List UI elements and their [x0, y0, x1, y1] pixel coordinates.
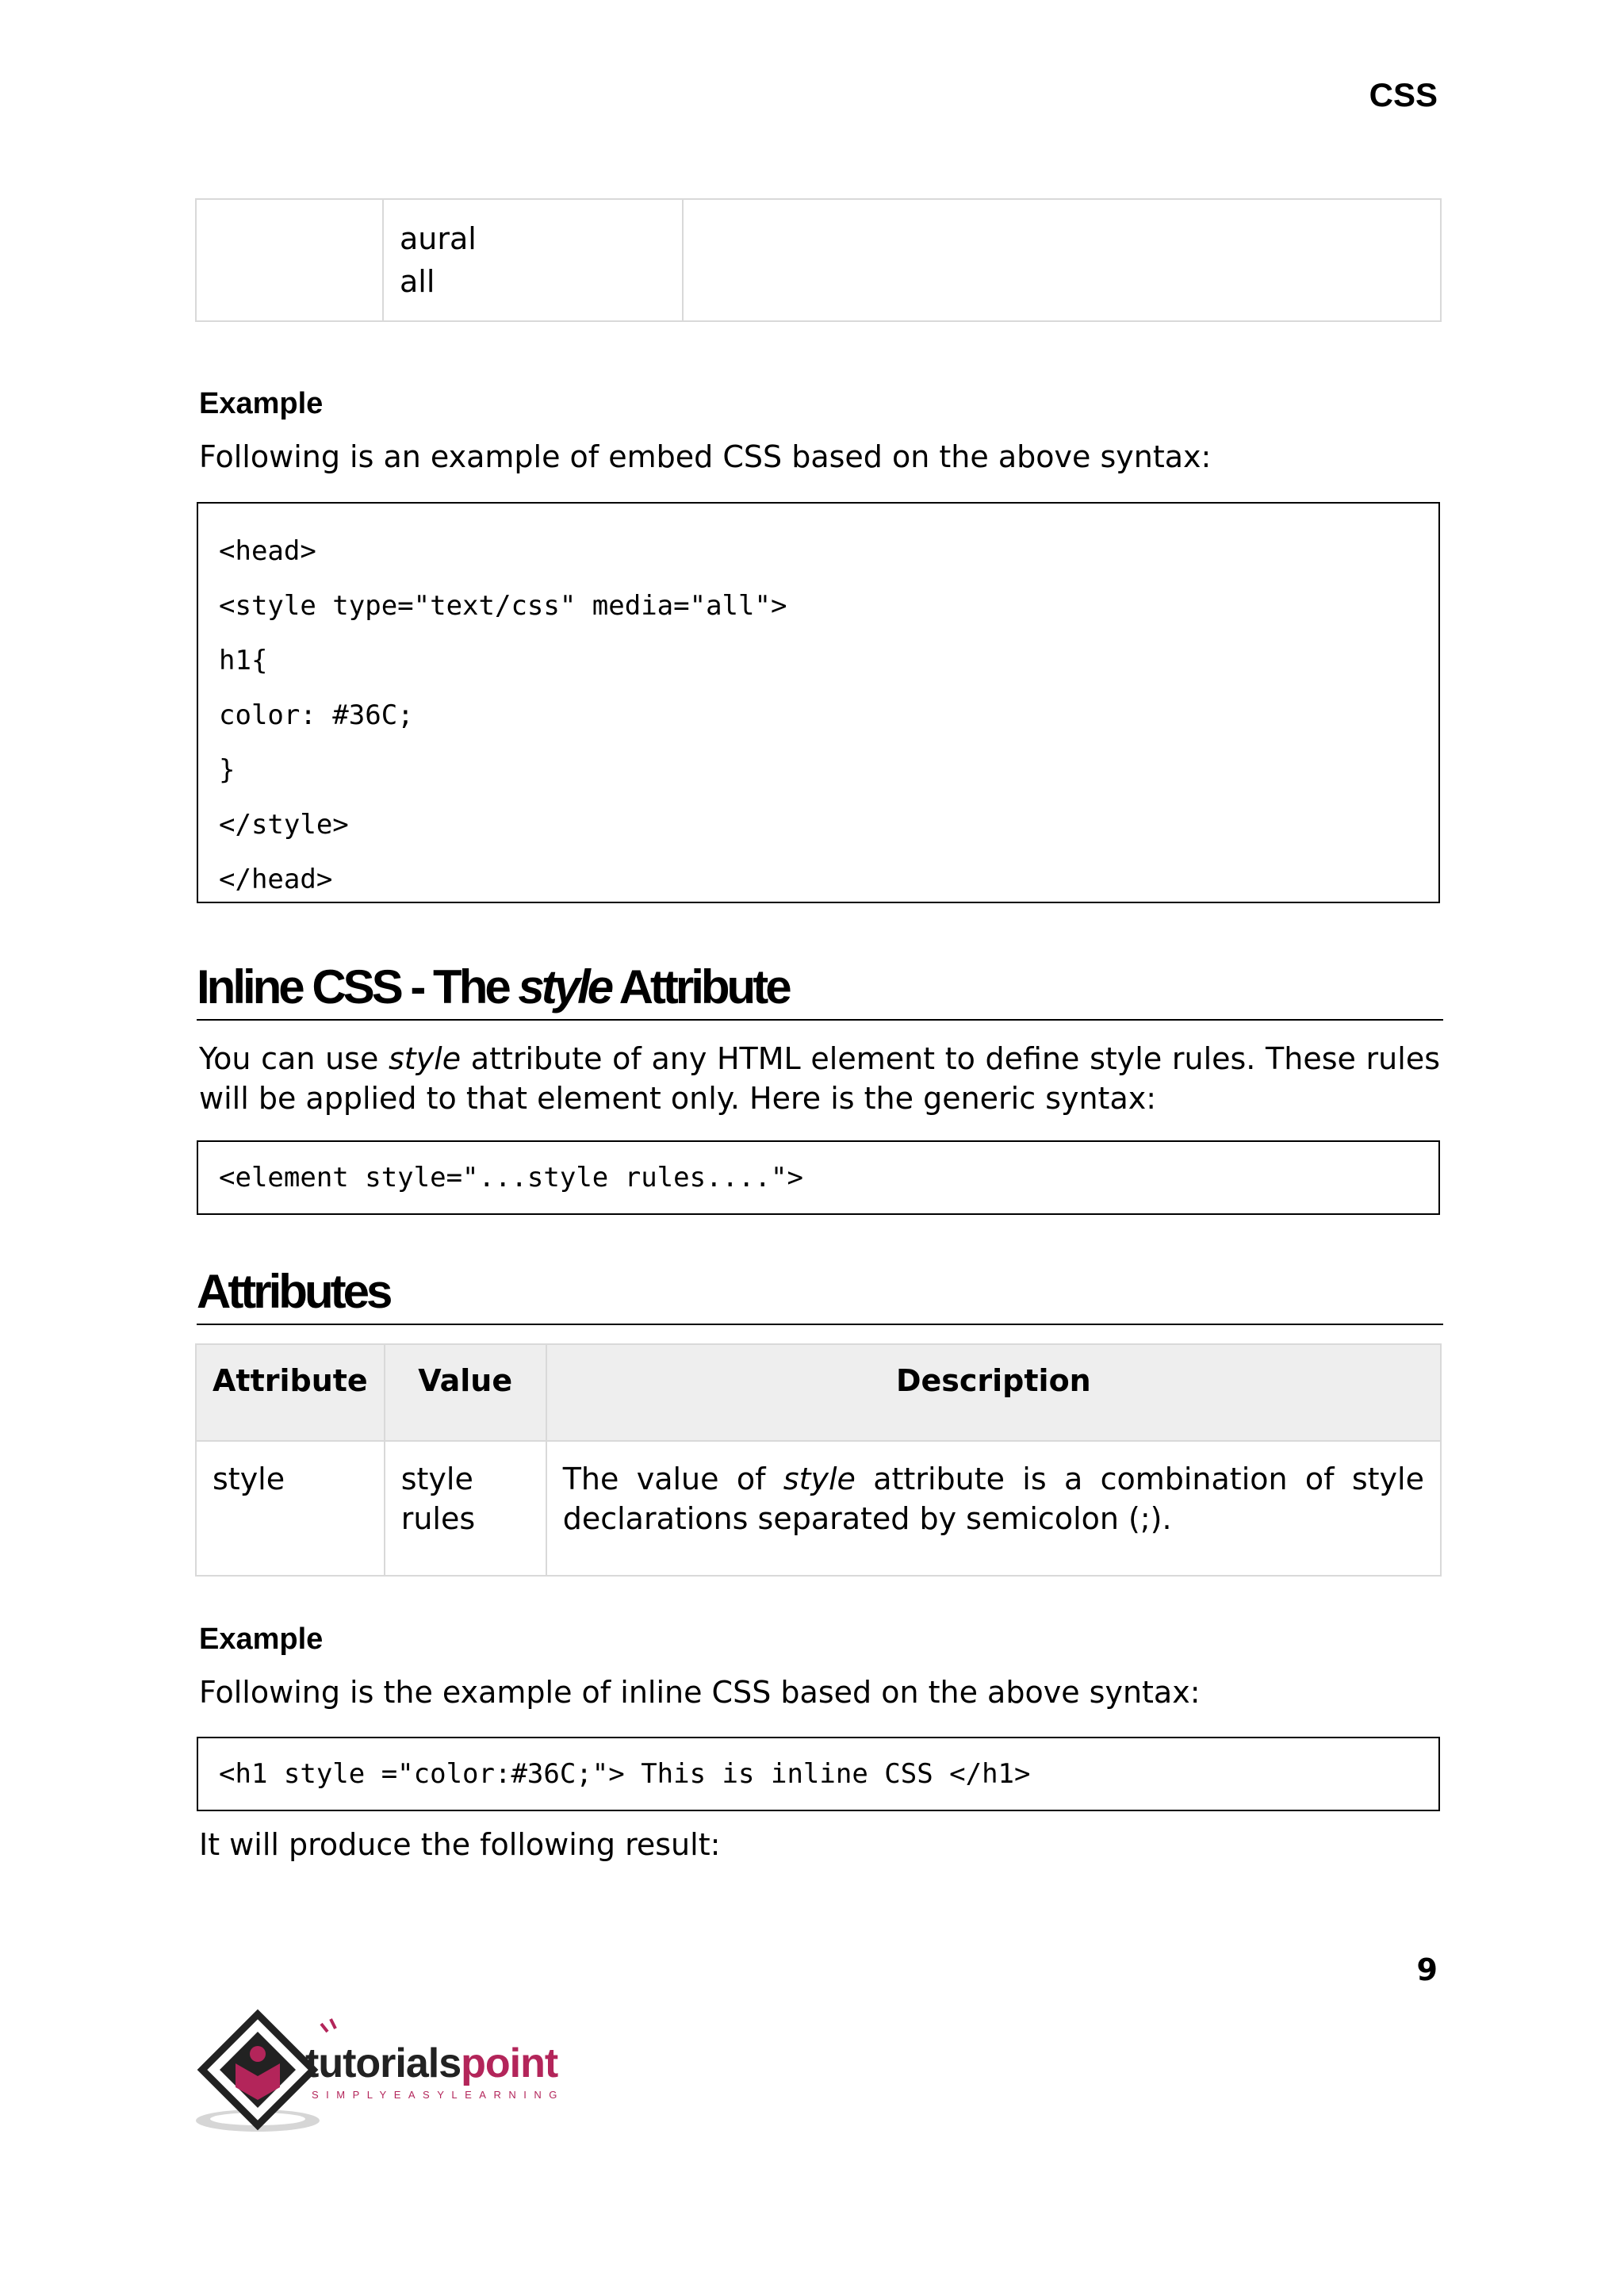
- code-line: color: #36C;: [219, 699, 414, 731]
- attributes-table: [195, 1343, 1442, 1577]
- top-table: [195, 198, 1442, 322]
- heading-emphasis: style: [518, 960, 611, 1013]
- code-line: h1{: [219, 645, 268, 676]
- table-row: [196, 199, 1441, 321]
- cell-line: style: [400, 1462, 473, 1496]
- code-block: [197, 502, 1440, 903]
- example-label: Example: [199, 387, 324, 420]
- column-header: Description: [546, 1344, 1441, 1441]
- code-line: }: [219, 754, 236, 786]
- code-line: </head>: [219, 864, 333, 895]
- example-description: Following is an example of embed CSS based on the above syntax:: [199, 439, 1212, 474]
- logo-wordmark: tutorialspoint: [305, 2040, 558, 2086]
- paragraph-text: You can use: [199, 1041, 389, 1076]
- example-description: Following is the example of inline CSS based on the above syntax:: [199, 1675, 1201, 1710]
- code-line: <h1 style ="color:#36C;"> This is inline CSS </h1>: [219, 1758, 1031, 1790]
- tutorialspoint-logo: [194, 2008, 607, 2138]
- table-cell: [383, 199, 683, 321]
- heading-text: Attribute: [611, 960, 789, 1013]
- section-heading-inline-css: [197, 960, 1443, 1021]
- header-title: CSS: [1369, 76, 1438, 113]
- table-row: [196, 1441, 1441, 1576]
- table-cell: [683, 199, 1441, 321]
- table-cell: [196, 199, 383, 321]
- cell-text: attribute is a combination of style declarations separated by semicolon (;).: [562, 1462, 1424, 1536]
- cell-line: all: [400, 264, 435, 299]
- syntax-code-block: [197, 1140, 1440, 1215]
- heading-text: Inline CSS - The: [197, 960, 519, 1013]
- cell-line: aural: [400, 221, 477, 256]
- code-line: <style type="text/css" media="all">: [219, 590, 787, 622]
- code-line: <element style="...style rules....">: [219, 1162, 803, 1193]
- table-cell: style: [196, 1441, 385, 1576]
- table-header-row: [196, 1344, 1441, 1441]
- result-text: It will produce the following result:: [199, 1827, 721, 1862]
- cell-line: rules: [400, 1501, 476, 1536]
- logo-tagline: SIMPLYEASYLEARNING: [312, 2089, 565, 2101]
- paragraph-emphasis: style: [389, 1041, 462, 1076]
- paragraph-text: attribute of any HTML element to define style rules. These rules will be applied to that element only. Here is the generic syntax:: [199, 1041, 1440, 1116]
- section-heading-attributes: Attributes: [197, 1264, 1443, 1325]
- page-number: 9: [1416, 1952, 1438, 1987]
- code-block: [197, 1737, 1440, 1811]
- column-header: Attribute: [196, 1344, 385, 1441]
- table-cell: [385, 1441, 546, 1576]
- code-line: </style>: [219, 809, 349, 841]
- column-header: Value: [385, 1344, 546, 1441]
- cell-emphasis: style: [783, 1462, 856, 1496]
- table-cell: [546, 1441, 1441, 1576]
- inline-css-paragraph: [199, 1039, 1440, 1118]
- cell-text: The value of: [562, 1462, 783, 1496]
- example-label: Example: [199, 1623, 324, 1656]
- code-line: <head>: [219, 535, 316, 567]
